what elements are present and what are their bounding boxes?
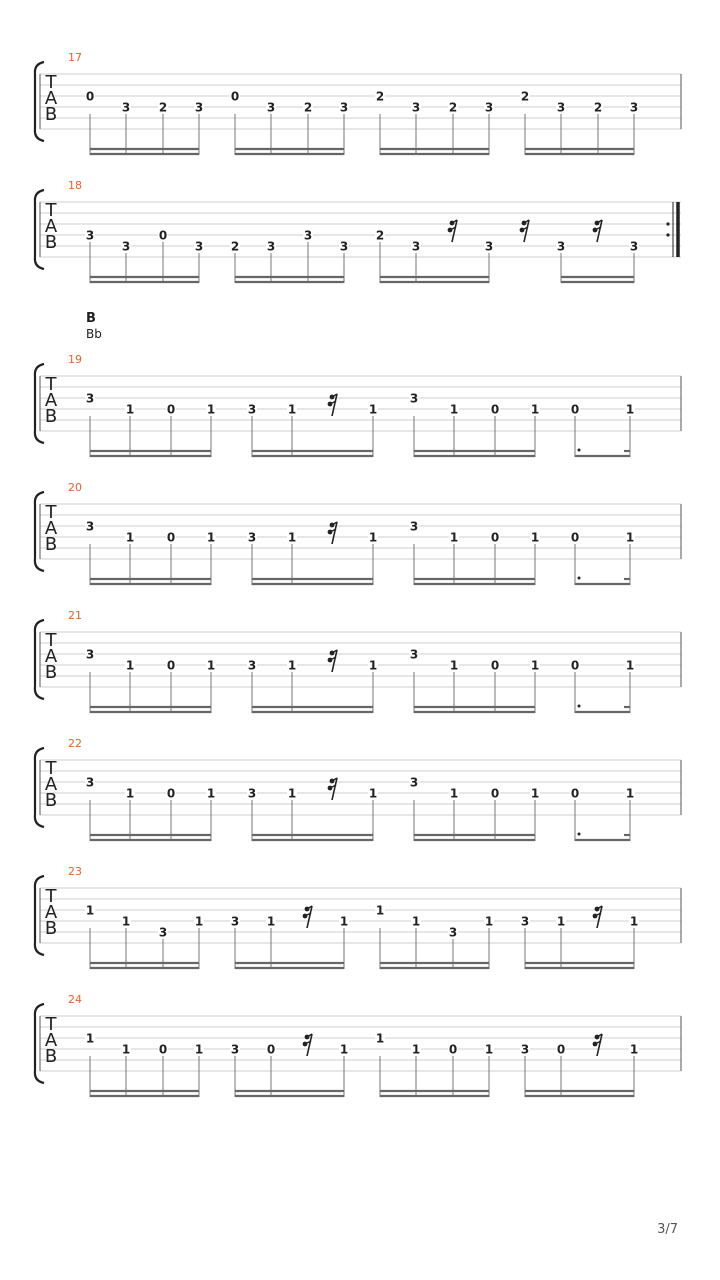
- fret-number: 1: [368, 786, 378, 801]
- fret-number: 0: [85, 89, 95, 104]
- tab-system: [35, 609, 681, 713]
- fret-number: 2: [303, 100, 313, 115]
- measure-number: 23: [68, 865, 82, 878]
- measure-number: 24: [68, 993, 82, 1006]
- fret-number: 3: [158, 925, 168, 940]
- fret-number: 0: [448, 1042, 458, 1057]
- fret-number: 1: [85, 903, 95, 918]
- fret-number: 1: [125, 402, 135, 417]
- fret-number: 3: [411, 239, 421, 254]
- fret-number: 0: [230, 89, 240, 104]
- tab-clef-letter: A: [44, 518, 58, 539]
- fret-number: 1: [287, 402, 297, 417]
- page-number: 3/7: [657, 1222, 678, 1237]
- fret-number: 3: [230, 914, 240, 929]
- fret-number: 1: [339, 914, 349, 929]
- tab-clef-letter: T: [45, 1014, 57, 1035]
- fret-number: 1: [625, 402, 635, 417]
- fret-number: 1: [449, 786, 459, 801]
- dotted-note-dot: [578, 449, 581, 452]
- tab-clef-letter: A: [44, 774, 58, 795]
- fret-number: 3: [194, 100, 204, 115]
- fret-number: 1: [629, 914, 639, 929]
- sixteenth-rest: [328, 778, 337, 800]
- fret-number: 1: [194, 1042, 204, 1057]
- fret-number: 3: [448, 925, 458, 940]
- fret-number: 1: [411, 914, 421, 929]
- fret-number: 3: [409, 647, 419, 662]
- fret-number: 1: [368, 658, 378, 673]
- fret-number: 3: [121, 239, 131, 254]
- fret-number: 1: [449, 530, 459, 545]
- tab-clef-letter: B: [44, 662, 58, 683]
- fret-number: 3: [247, 530, 257, 545]
- fret-number: 1: [629, 1042, 639, 1057]
- fret-number: 3: [85, 775, 95, 790]
- fret-number: 0: [166, 530, 176, 545]
- fret-number: 1: [625, 658, 635, 673]
- measure-number: 17: [68, 51, 82, 64]
- fret-number: 0: [158, 228, 168, 243]
- fret-number: 3: [266, 100, 276, 115]
- dotted-note-dot: [578, 833, 581, 836]
- fret-number: 2: [158, 100, 168, 115]
- fret-number: 1: [484, 1042, 494, 1057]
- dotted-note-dot: [578, 705, 581, 708]
- tab-clef-letter: B: [44, 232, 58, 253]
- tab-clef-letter: A: [44, 1030, 58, 1051]
- tab-system: [35, 865, 681, 969]
- fret-number: 2: [448, 100, 458, 115]
- tab-clef-letter: A: [44, 646, 58, 667]
- fret-number: 1: [194, 914, 204, 929]
- tab-clef-letter: A: [44, 902, 58, 923]
- fret-number: 0: [570, 658, 580, 673]
- repeat-dot: [666, 233, 669, 236]
- fret-number: 2: [593, 100, 603, 115]
- dotted-note-dot: [578, 577, 581, 580]
- fret-number: 1: [125, 786, 135, 801]
- measure-number: 22: [68, 737, 82, 750]
- fret-number: 1: [206, 658, 216, 673]
- tab-system: [35, 481, 681, 585]
- fret-number: 1: [287, 530, 297, 545]
- fret-number: 1: [530, 402, 540, 417]
- fret-number: 3: [266, 239, 276, 254]
- fret-number: 1: [530, 658, 540, 673]
- sixteenth-rest: [448, 220, 457, 242]
- chord-label: Bb: [86, 327, 102, 341]
- fret-number: 0: [166, 786, 176, 801]
- fret-number: 3: [520, 914, 530, 929]
- measure-number: 19: [68, 353, 82, 366]
- tab-system: [35, 179, 681, 283]
- fret-number: 2: [520, 89, 530, 104]
- fret-number: 3: [247, 402, 257, 417]
- tab-clef-letter: B: [44, 790, 58, 811]
- fret-number: 1: [375, 903, 385, 918]
- fret-number: 0: [158, 1042, 168, 1057]
- sixteenth-rest: [328, 394, 337, 416]
- tab-clef-letter: B: [44, 104, 58, 125]
- fret-number: 0: [570, 402, 580, 417]
- sixteenth-rest: [593, 906, 602, 928]
- tab-system: [35, 737, 681, 841]
- fret-number: 3: [303, 228, 313, 243]
- tab-clef-letter: T: [45, 502, 57, 523]
- fret-number: 3: [339, 100, 349, 115]
- fret-number: 3: [85, 391, 95, 406]
- fret-number: 1: [125, 658, 135, 673]
- fret-number: 3: [409, 775, 419, 790]
- fret-number: 3: [409, 391, 419, 406]
- fret-number: 1: [530, 786, 540, 801]
- fret-number: 3: [411, 100, 421, 115]
- sixteenth-rest: [593, 1034, 602, 1056]
- fret-number: 0: [490, 786, 500, 801]
- fret-number: 0: [490, 402, 500, 417]
- tab-clef-letter: T: [45, 886, 57, 907]
- fret-number: 1: [411, 1042, 421, 1057]
- measure-number: 21: [68, 609, 82, 622]
- fret-number: 1: [368, 530, 378, 545]
- fret-number: 1: [625, 786, 635, 801]
- repeat-dot: [666, 222, 669, 225]
- fret-number: 3: [247, 786, 257, 801]
- fret-number: 3: [409, 519, 419, 534]
- fret-number: 1: [287, 786, 297, 801]
- fret-number: 3: [230, 1042, 240, 1057]
- tab-system: [35, 993, 681, 1097]
- tab-clef-letter: A: [44, 88, 58, 109]
- fret-number: 1: [121, 1042, 131, 1057]
- fret-number: 3: [556, 100, 566, 115]
- fret-number: 1: [85, 1031, 95, 1046]
- fret-number: 1: [625, 530, 635, 545]
- fret-number: 1: [266, 914, 276, 929]
- fret-number: 1: [287, 658, 297, 673]
- sixteenth-rest: [328, 522, 337, 544]
- fret-number: 0: [556, 1042, 566, 1057]
- fret-number: 0: [570, 530, 580, 545]
- tab-clef-letter: T: [45, 200, 57, 221]
- fret-number: 1: [206, 786, 216, 801]
- tab-clef-letter: T: [45, 72, 57, 93]
- fret-number: 1: [121, 914, 131, 929]
- measure-number: 18: [68, 179, 82, 192]
- fret-number: 3: [520, 1042, 530, 1057]
- tab-clef-letter: T: [45, 758, 57, 779]
- tab-clef-letter: B: [44, 534, 58, 555]
- tab-clef-letter: B: [44, 1046, 58, 1067]
- fret-number: 3: [629, 239, 639, 254]
- fret-number: 1: [449, 402, 459, 417]
- fret-number: 3: [85, 647, 95, 662]
- fret-number: 1: [125, 530, 135, 545]
- fret-number: 3: [194, 239, 204, 254]
- tab-system: [35, 51, 681, 155]
- fret-number: 2: [230, 239, 240, 254]
- fret-number: 1: [339, 1042, 349, 1057]
- section-marker: B: [86, 311, 96, 326]
- tab-clef-letter: B: [44, 918, 58, 939]
- tab-clef-letter: T: [45, 374, 57, 395]
- fret-number: 3: [85, 228, 95, 243]
- tab-clef-letter: B: [44, 406, 58, 427]
- fret-number: 2: [375, 228, 385, 243]
- fret-number: 0: [166, 402, 176, 417]
- sixteenth-rest: [328, 650, 337, 672]
- fret-number: 1: [484, 914, 494, 929]
- fret-number: 2: [375, 89, 385, 104]
- sixteenth-rest: [593, 220, 602, 242]
- fret-number: 1: [449, 658, 459, 673]
- sixteenth-rest: [303, 1034, 312, 1056]
- tab-clef-letter: T: [45, 630, 57, 651]
- fret-number: 3: [556, 239, 566, 254]
- measure-number: 20: [68, 481, 82, 494]
- fret-number: 1: [530, 530, 540, 545]
- fret-number: 3: [339, 239, 349, 254]
- tab-clef-letter: A: [44, 390, 58, 411]
- fret-number: 0: [490, 530, 500, 545]
- fret-number: 3: [484, 100, 494, 115]
- fret-number: 1: [206, 530, 216, 545]
- fret-number: 3: [247, 658, 257, 673]
- fret-number: 3: [629, 100, 639, 115]
- tab-system: [35, 353, 681, 457]
- fret-number: 3: [484, 239, 494, 254]
- fret-number: 1: [206, 402, 216, 417]
- tab-clef-letter: A: [44, 216, 58, 237]
- fret-number: 1: [368, 402, 378, 417]
- sixteenth-rest: [520, 220, 529, 242]
- fret-number: 3: [85, 519, 95, 534]
- fret-number: 1: [375, 1031, 385, 1046]
- fret-number: 0: [490, 658, 500, 673]
- fret-number: 0: [266, 1042, 276, 1057]
- fret-number: 0: [166, 658, 176, 673]
- fret-number: 3: [121, 100, 131, 115]
- fret-number: 0: [570, 786, 580, 801]
- fret-number: 1: [556, 914, 566, 929]
- sixteenth-rest: [303, 906, 312, 928]
